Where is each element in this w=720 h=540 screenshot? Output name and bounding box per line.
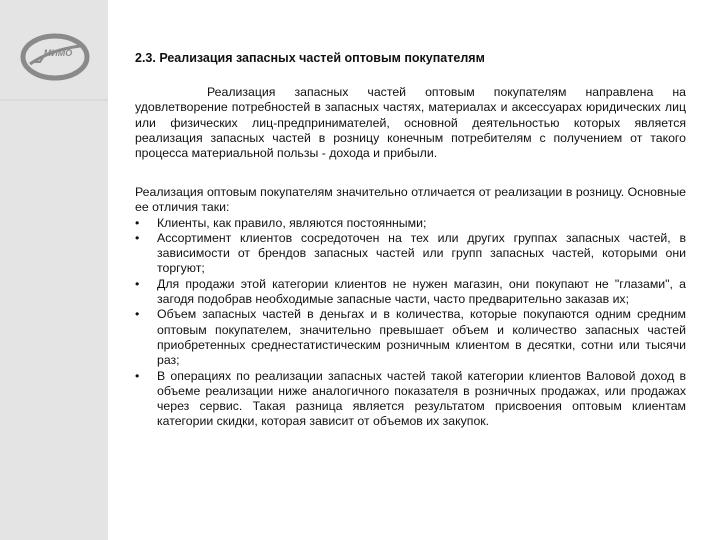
bullet-icon: • — [135, 230, 140, 245]
list-item-text: Для продажи этой категории клиентов не нужен магазин, они покупают не "глазами", а загодя подобрав необходимые запасные части, часто предварительно заказав их; — [157, 276, 686, 307]
list-item-text: Ассортимент клиентов сосредоточен на тех или других группах запасных частей, в зависимости от брендов запасных частей или групп запасных частей, которыми они торгуют; — [157, 230, 686, 276]
differences-list — [135, 216, 686, 430]
list-item-text: В операциях по реализации запасных частей такой категории клиентов Валовой доход в объеме реализации ниже аналогичного показателя в розничных продажах, или продажах через сервис. Такая разница является результатом присвоения оптовым клиентам категории скидки, которая зависит от объемов их закупок. — [157, 368, 686, 429]
list-item — [135, 307, 686, 368]
list-item — [135, 231, 686, 277]
bullet-icon: • — [135, 307, 140, 322]
sidebar — [0, 0, 108, 540]
differences-intro: Реализация оптовым покупателям значительно отличается от реализации в розницу. Основные ее отличия таки: — [135, 185, 686, 215]
list-item — [135, 216, 686, 231]
page-title: 2.3. Реализация запасных частей оптовым покупателям — [135, 51, 485, 65]
intro-paragraph — [135, 85, 686, 161]
list-item — [135, 369, 686, 430]
bullet-icon: • — [135, 276, 140, 291]
list-item — [135, 277, 686, 308]
list-item-text: Объем запасных частей в деньгах и в количества, которые покупаются одним средним оптовым покупателем, значительно превышает объем и количество запасных частей приобретенных среднестатистическим розничным клиентом в десятки, сотни или тысячи раз; — [157, 307, 686, 368]
bullet-icon: • — [135, 215, 140, 230]
intro-paragraph-text: Реализация запасных частей оптовым покупателям направлена на удовлетворение потребностей в запасных частях, материалах и аксессуарах юридических лиц или физических лиц-предпринимателей, основной деятельностью которых является реализация запасных частей в розницу конечным потребителям с получением от такого процесса материальной пользы - дохода и прибыли. — [135, 85, 686, 161]
list-item-text: Клиенты, как правило, являются постоянными; — [157, 215, 427, 230]
bullet-icon: • — [135, 368, 140, 383]
company-logo — [20, 32, 90, 82]
differences-section — [135, 185, 686, 430]
logo-text: МИМО — [43, 48, 73, 58]
